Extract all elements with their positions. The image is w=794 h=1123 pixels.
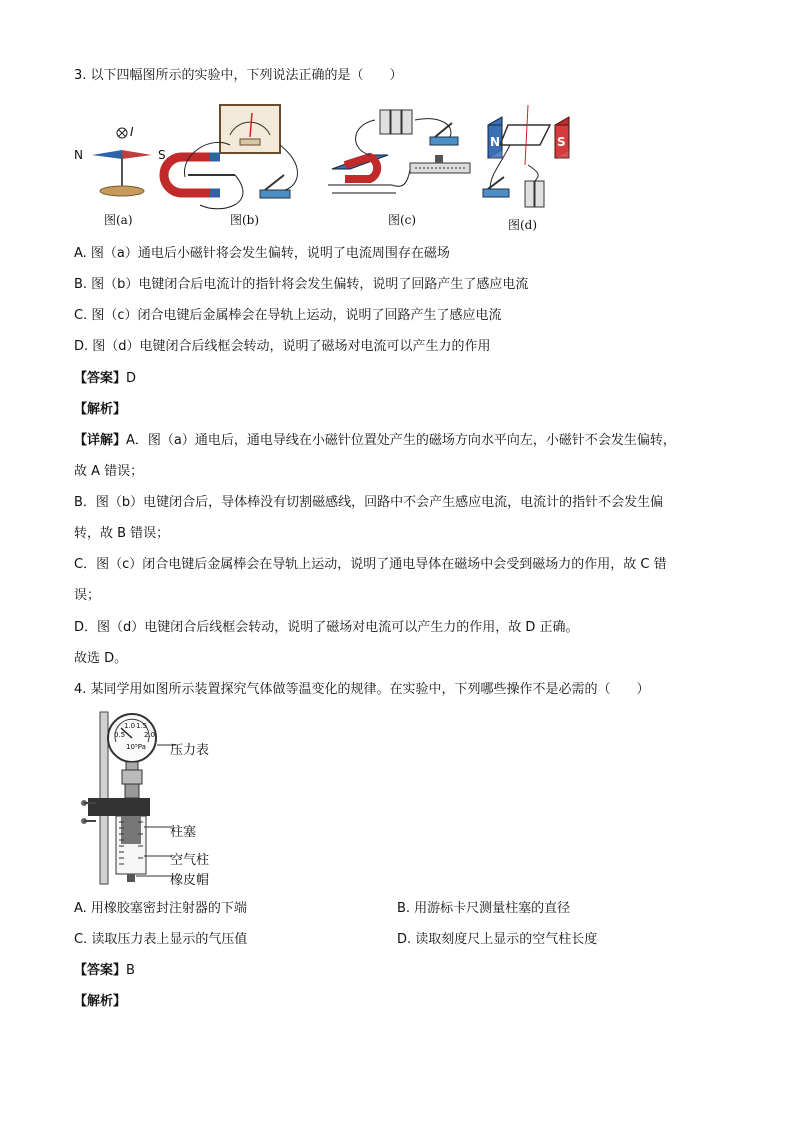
- q3-stem: 3. 以下四幅图所示的实验中，下列说法正确的是（ ）: [74, 68, 403, 83]
- q4-option-a: A. 用橡胶塞密封注射器的下端: [74, 901, 247, 916]
- label-plunger: 柱塞: [170, 825, 197, 840]
- q3-option-d: D. 图（d）电键闭合后线框会转动，说明了磁场对电流可以产生力的作用: [74, 339, 491, 354]
- q4-apparatus: [81, 712, 176, 884]
- label-pressure-gauge: 压力表: [170, 743, 210, 758]
- q3-detail-line-7: D．图（d）电键闭合后线框会转动，说明了磁场对电流可以产生力的作用，故 D 正确。: [74, 620, 579, 635]
- q4-option-c: C. 读取压力表上显示的气压值: [74, 932, 248, 947]
- label-air-column: 空气柱: [170, 853, 210, 868]
- q3-detail-line-6: 误；: [74, 588, 101, 603]
- gauge-tick-1: 1.0: [124, 722, 136, 730]
- caption-a: 图(a): [104, 213, 133, 227]
- q3-figure: [70, 95, 590, 235]
- caption-d: 图(d): [508, 218, 538, 232]
- magnet-south-label: S: [557, 135, 566, 149]
- compass-north-label: N: [74, 148, 83, 162]
- answer-label: 【答案】: [74, 371, 127, 386]
- q3-detail-line-1: [74, 432, 676, 450]
- answer-value: D: [126, 371, 137, 386]
- q3-detail-line-2: 故 A 错误；: [74, 464, 144, 479]
- q3-analysis-label: 【解析】: [74, 402, 127, 417]
- answer-label: 【答案】: [74, 963, 127, 978]
- label-rubber-cap: 橡皮帽: [170, 873, 210, 888]
- q3-option-c: C. 图（c）闭合电键后金属棒会在导轨上运动，说明了回路产生了感应电流: [74, 308, 502, 323]
- answer-value: B: [126, 963, 135, 978]
- q4-option-b: B. 用游标卡尺测量柱塞的直径: [397, 901, 571, 916]
- figure-b-setup: [164, 105, 298, 209]
- q4-figure: [74, 710, 254, 890]
- detail-label: 【详解】: [74, 433, 127, 448]
- detail-text: A．图（a）通电后，通电导线在小磁针位置处产生的磁场方向水平向左，小磁针不会发生偏转，: [126, 433, 676, 448]
- q4-figure-drawing: [74, 710, 254, 890]
- q4-answer: [74, 962, 135, 980]
- q3-figure-drawing: [70, 95, 590, 235]
- q3-detail-line-8: 故选 D。: [74, 651, 128, 666]
- q4-stem: 4. 某同学用如图所示装置探究气体做等温变化的规律。在实验中，下列哪些操作不是必需的（ ）: [74, 682, 650, 697]
- q3-detail-line-3: B．图（b）电键闭合后，导体棒没有切割磁感线，回路中不会产生感应电流，电流计的指针不会发生偏: [74, 495, 664, 510]
- gauge-tick-3: 2.0: [144, 731, 156, 739]
- q3-answer: [74, 370, 136, 388]
- figure-d-setup: [483, 105, 569, 207]
- gauge-tick-0: 0.5: [114, 731, 126, 739]
- gauge-unit: 10⁵Pa: [126, 743, 146, 751]
- q3-option-b: B. 图（b）电键闭合后电流计的指针将会发生偏转，说明了回路产生了感应电流: [74, 277, 529, 292]
- q3-detail-line-5: C．图（c）闭合电键后金属棒会在导轨上运动，说明了通电导体在磁场中会受到磁场力的作用，故 C 错: [74, 557, 667, 572]
- q3-option-a: A. 图（a）通电后小磁针将会发生偏转，说明了电流周围存在磁场: [74, 246, 450, 261]
- q3-detail-line-4: 转，故 B 错误；: [74, 526, 170, 541]
- caption-c: 图(c): [388, 213, 417, 227]
- figure-a-compass: [92, 128, 152, 196]
- caption-b: 图(b): [230, 213, 260, 227]
- magnet-north-label: N: [490, 135, 501, 149]
- compass-south-label: S: [158, 148, 166, 162]
- gauge-tick-2: 1.5: [136, 722, 148, 730]
- q4-analysis-label: 【解析】: [74, 994, 127, 1009]
- current-label: I: [130, 125, 134, 139]
- figure-c-setup: [328, 110, 470, 193]
- q4-option-d: D. 读取刻度尺上显示的空气柱长度: [397, 932, 598, 947]
